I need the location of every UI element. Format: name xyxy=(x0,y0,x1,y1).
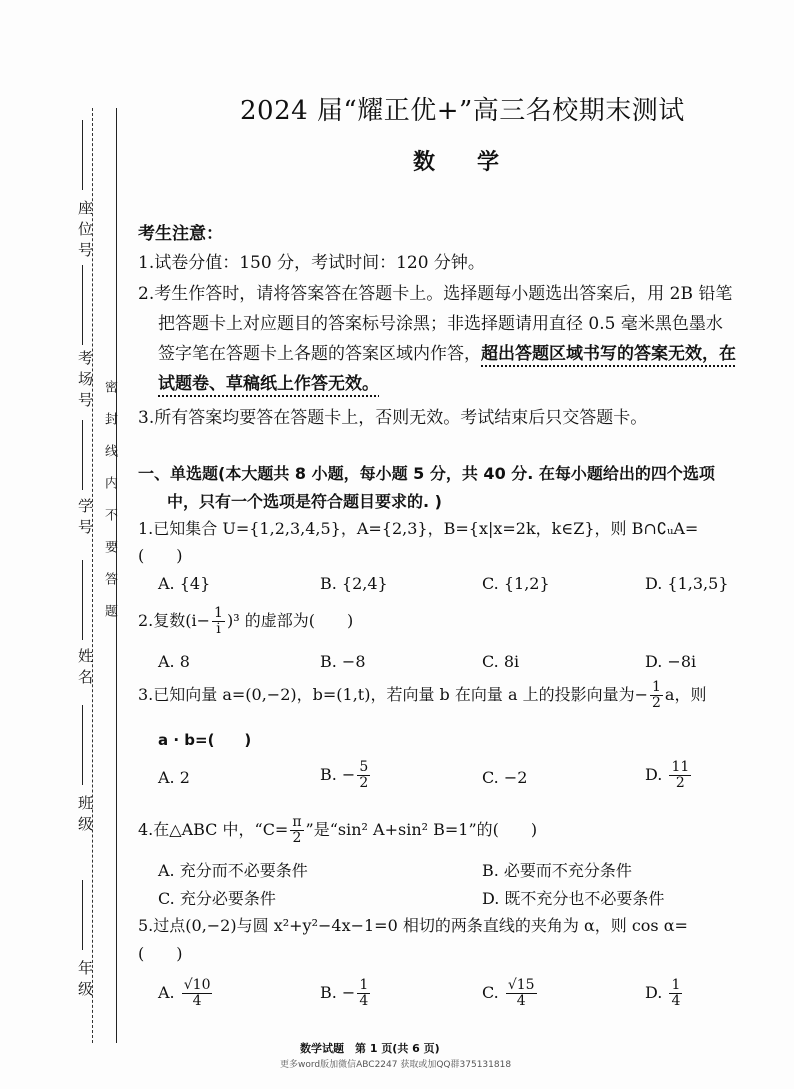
q5-stem: 5.过点(0,−2)与圆 x²+y²−4x−1=0 相切的两条直线的夹角为 α，则 cos α= xyxy=(138,916,688,935)
q5-option-d-num: 1 xyxy=(671,977,681,993)
q4-stem xyxy=(138,815,537,846)
label-seat: 座位号 xyxy=(76,200,94,263)
q1-option-b: B. {2,4} xyxy=(320,574,388,593)
q5-option-c-label: C. xyxy=(482,983,504,1002)
q2-stem xyxy=(138,606,353,637)
label-student-id: 学号 xyxy=(76,498,94,540)
q5-option-d-den: 4 xyxy=(671,993,681,1009)
q1-option-c: C. {1,2} xyxy=(482,574,550,593)
subject-title: 数学 xyxy=(413,150,542,175)
q2-option-b: B. −8 xyxy=(320,652,366,671)
q3-fraction xyxy=(650,680,663,711)
q5-option-a xyxy=(158,978,214,1009)
q1-option-d: D. {1,3,5} xyxy=(645,574,729,593)
q3-frac-num: 1 xyxy=(652,679,661,695)
notice-item-1: 1.试卷分值：150 分，考试时间：120 分钟。 xyxy=(138,253,485,273)
q5-option-c-den: 4 xyxy=(516,993,526,1009)
q3-option-d-label: D. xyxy=(645,765,668,784)
notice-item-2-line-4 xyxy=(158,370,379,398)
q5-option-a-den: 4 xyxy=(192,993,202,1009)
notice-item-2-line-2: 把答题卡上对应题目的答案标号涂黑；非选择题请用直径 0.5 毫米黑色墨水 xyxy=(158,314,723,334)
q3-stem-line-2: a · b=( ) xyxy=(158,731,252,749)
notice-item-2-line-1: 2.考生作答时，请将答案答在答题卡上。选择题每小题选出答案后，用 2B 铅笔 xyxy=(138,284,733,304)
q5-option-b xyxy=(320,978,372,1009)
q3-option-b-num: 5 xyxy=(359,759,369,775)
q3-option-a: A. 2 xyxy=(158,768,190,787)
q4-fraction xyxy=(290,815,303,846)
section-1-heading-line-2: 中，只有一个选项是符合题目要求的. ) xyxy=(167,492,442,511)
notice-emphasis-1: 超出答题区域书写的答案无效，在 xyxy=(481,344,736,364)
notice-item-2-line-3a: 签字笔在答题卡上各题的答案区域内作答， xyxy=(158,344,481,364)
q2-stem-pre: 2.复数(i− xyxy=(138,611,211,630)
q5-option-c-num: √15 xyxy=(507,977,535,993)
q5-paren: ( ) xyxy=(138,944,183,963)
fill-line-class xyxy=(82,705,83,785)
section-1-heading: 一、单选题(本大题共 8 小题，每小题 5 分，共 40 分. 在每小题给出的四个选项 xyxy=(138,464,715,483)
notice-heading: 考生注意： xyxy=(138,224,223,244)
q3-stem-pre: 3.已知向量 a=(0,−2)，b=(1,t)，若向量 b 在向量 a 上的投影向量为− xyxy=(138,685,648,704)
q2-frac-den: i xyxy=(216,621,221,637)
q5-option-c xyxy=(482,978,539,1009)
q5-option-d-frac xyxy=(669,978,682,1009)
label-name: 姓名 xyxy=(76,648,94,690)
q4-frac-num: π xyxy=(292,814,302,830)
q4-option-b: B. 必要而不充分条件 xyxy=(482,861,632,880)
q5-option-b-num: 1 xyxy=(359,977,369,993)
q1-stem: 1.已知集合 U={1,2,3,4,5}，A={2,3}，B={x|x=2k，k∈Z}，则 B∩∁ᵤA= xyxy=(138,519,699,538)
fill-line-name xyxy=(82,560,83,640)
notice-item-2-line-3 xyxy=(158,340,736,368)
q5-option-a-label: A. xyxy=(158,983,180,1002)
q3-stem-post: a，则 xyxy=(664,685,707,704)
label-grade: 年级 xyxy=(76,960,94,1002)
footer-watermark: 更多word版加微信ABC2247 获取或加QQ群375131818 xyxy=(280,1060,512,1070)
q2-frac-num: 1 xyxy=(214,605,223,621)
q4-frac-den: 2 xyxy=(292,830,302,846)
notice-item-3: 3.所有答案均要答在答题卡上，否则无效。考试结束后只交答题卡。 xyxy=(138,408,648,428)
q2-stem-post: )³ 的虚部为( ) xyxy=(226,611,354,630)
q4-stem-pre: 4.在△ABC 中，“C= xyxy=(138,820,289,839)
notice-emphasis-2: 试题卷、草稿纸上作答无效。 xyxy=(158,374,379,394)
q5-option-c-frac xyxy=(506,978,537,1009)
fill-line-grade xyxy=(82,880,83,950)
q2-option-c: C. 8i xyxy=(482,652,520,671)
q4-option-d: D. 既不充分也不必要条件 xyxy=(482,889,665,908)
q5-option-d xyxy=(645,978,684,1009)
q2-option-a: A. 8 xyxy=(158,652,190,671)
fill-line-seat xyxy=(82,120,83,190)
q3-option-b-label: B. − xyxy=(320,765,356,784)
q3-option-d-num: 11 xyxy=(671,759,690,775)
q5-option-a-frac xyxy=(182,978,213,1009)
q5-option-b-frac xyxy=(357,978,370,1009)
q3-option-b xyxy=(320,760,372,791)
q5-option-b-den: 4 xyxy=(359,993,369,1009)
q2-fraction xyxy=(212,606,225,637)
q5-option-a-num: √10 xyxy=(183,977,211,993)
q3-frac-den: 2 xyxy=(652,695,661,711)
q1-option-a: A. {4} xyxy=(158,574,211,593)
q3-option-d-frac xyxy=(669,760,691,791)
q3-option-b-frac xyxy=(357,760,370,791)
q3-option-b-den: 2 xyxy=(359,775,369,791)
q3-option-d-den: 2 xyxy=(675,775,685,791)
q3-stem xyxy=(138,680,706,711)
q1-paren: ( ) xyxy=(138,546,183,565)
q3-option-d xyxy=(645,760,693,791)
q5-option-b-label: B. − xyxy=(320,983,356,1002)
seal-note: 密封线内不要答题 xyxy=(102,380,117,636)
q2-option-d: D. −8i xyxy=(645,652,697,671)
q4-option-c: C. 充分必要条件 xyxy=(158,889,276,908)
label-room: 考场号 xyxy=(76,350,94,413)
label-class: 班级 xyxy=(76,795,94,837)
q3-option-c: C. −2 xyxy=(482,768,528,787)
q4-stem-post: ”是“sin² A+sin² B=1”的( ) xyxy=(305,820,538,839)
fill-line-room xyxy=(82,265,83,345)
q4-option-a: A. 充分而不必要条件 xyxy=(158,861,308,880)
exam-title: 2024 届“耀正优+”高三名校期末测试 xyxy=(240,96,685,126)
page-footer: 数学试题 第 1 页(共 6 页) xyxy=(300,1042,440,1055)
q5-option-d-label: D. xyxy=(645,983,668,1002)
fill-line-student-id xyxy=(82,420,83,490)
